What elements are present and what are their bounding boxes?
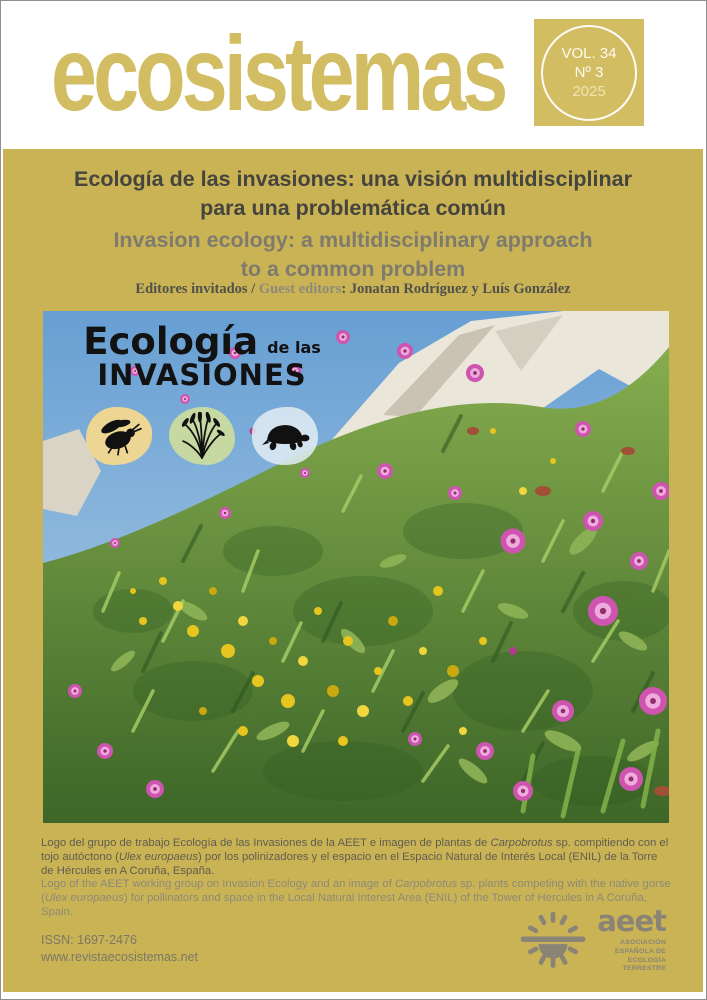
title-spanish-line1: Ecología de las invasiones: una visión multidisciplinar: [74, 167, 632, 191]
aeet-sun-icon: [519, 907, 587, 971]
caption-es-italic-2: Ulex europaeus: [118, 850, 199, 863]
caption-es-text-3: ) por los polinizadores y el espacio en el Espacio Natural de Interés Local (ENIL) de la Torre de Hércules en A Coruña, España.: [41, 850, 658, 877]
guest-editors-line: [3, 281, 703, 298]
issue-number-label: Nº 3: [574, 64, 604, 81]
logo-icons-row: [59, 407, 345, 465]
issn-block: [41, 932, 198, 966]
title-english-line2: to a common problem: [240, 257, 466, 281]
logo-word-invasiones: INVASIONES: [97, 358, 307, 392]
caption-en-text-3: ) for pollinators and space in the Local Natural Interest Area (ENIL) of the Tower of Hercules in A Coruña, Spain.: [41, 891, 647, 918]
aeet-line-4: TERRESTRE: [622, 965, 666, 973]
editors-label-es: Editores invitados /: [135, 281, 259, 297]
masthead: [1, 1, 706, 148]
reeds-icon: [169, 407, 235, 465]
year-label: 2025: [572, 83, 606, 100]
caption-es-italic-1: Carpobrotus: [490, 837, 553, 849]
working-group-logo: [59, 320, 345, 465]
aeet-text: [597, 904, 666, 974]
turtle-icon: [252, 407, 318, 465]
issn-label: ISSN: 1697-2476: [41, 933, 137, 947]
aeet-association-name: [615, 939, 666, 974]
logo-word-ecologia: Ecología: [83, 320, 259, 363]
issue-badge: [534, 19, 644, 126]
aeet-logo: [519, 904, 666, 974]
caption-es-text: Logo del grupo de trabajo Ecología de las Invasiones de la AEET e imagen de plantas de: [41, 837, 491, 849]
cover-body: [3, 149, 703, 992]
title-english-line1: Invasion ecology: a multidisciplinary approach: [113, 228, 593, 252]
website-link[interactable]: www.revistaecosistemas.net: [41, 950, 199, 964]
aeet-line-3: ECOLOGÍA: [627, 956, 666, 964]
journal-logotype: ecosistemas: [51, 15, 505, 133]
working-group-logo-title: [59, 320, 345, 363]
caption-es-text-2: sp. compitiendo con el tojo autóctono (: [41, 837, 669, 863]
cover-photo: [43, 311, 669, 823]
volume-label: VOL. 34: [561, 45, 617, 62]
caption-en-text: Logo of the AEET working group on Invasion Ecology and an image of: [41, 878, 395, 890]
title-english: [3, 226, 703, 284]
aeet-acronym: aeet: [597, 904, 666, 938]
title-spanish-line2: para una problemática común: [200, 196, 506, 220]
bee-icon: [86, 407, 152, 465]
aeet-line-2: ESPAÑOLA DE: [614, 947, 666, 955]
logo-word-de-las: de las: [267, 338, 321, 357]
caption-en-italic-1: Carpobrotus: [395, 878, 458, 890]
editors-label-en: Guest editors: [258, 281, 342, 297]
aeet-line-1: ASOCIACIÓN: [620, 939, 666, 946]
caption-spanish: [41, 837, 673, 878]
caption-en-text-2: sp. plants competing with the native gorse (: [41, 878, 671, 904]
editors-names: : Jonatan Rodríguez y Luís González: [341, 281, 571, 297]
caption-en-italic-2: Ulex europaeus: [44, 891, 124, 904]
issue-badge-circle: [541, 25, 637, 121]
title-spanish: [3, 165, 703, 223]
